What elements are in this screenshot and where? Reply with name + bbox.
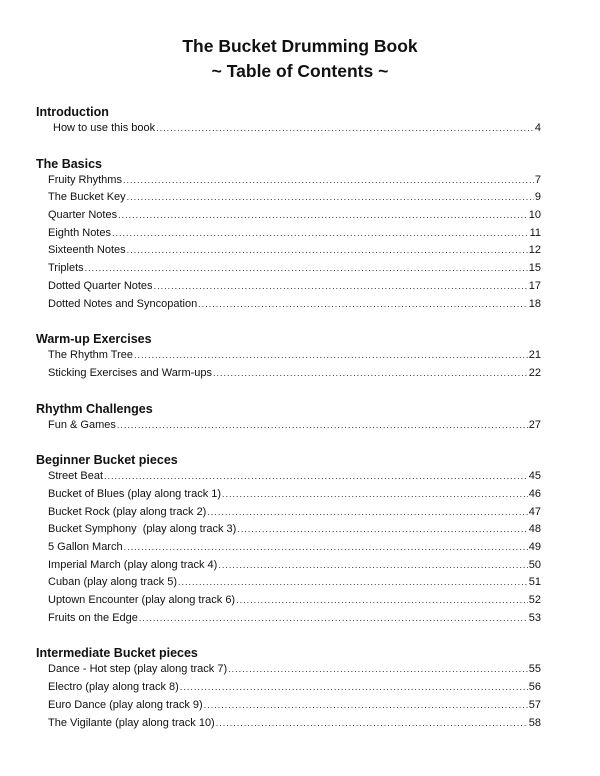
section-heading: Intermediate Bucket pieces <box>36 646 198 661</box>
entry-label: Bucket of Blues (play along track 1) <box>48 487 222 500</box>
toc-entry[interactable] <box>36 470 541 488</box>
entry-page-number: 50 <box>528 558 541 571</box>
toc-entry[interactable] <box>36 280 541 298</box>
toc-entry[interactable] <box>36 367 541 385</box>
entry-label: Bucket Symphony (play along track 3) <box>48 523 237 536</box>
entry-label: Electro (play along track 8) <box>48 681 179 694</box>
dot-leader <box>237 524 527 534</box>
dot-leader <box>112 228 529 238</box>
entry-label: The Bucket Key <box>48 191 126 204</box>
toc-entry[interactable] <box>36 612 541 630</box>
toc-entry[interactable] <box>36 244 541 262</box>
entry-label: Dotted Quarter Notes <box>48 279 153 292</box>
entry-page-number: 22 <box>528 366 541 379</box>
entry-page-number: 27 <box>528 418 541 431</box>
entry-label: Sticking Exercises and Warm-ups <box>48 366 213 379</box>
entry-page-number: 46 <box>528 487 541 500</box>
section-heading: Introduction <box>36 105 109 119</box>
entry-label: Sixteenth Notes <box>48 244 126 257</box>
entry-page-number: 55 <box>528 663 541 676</box>
toc-section <box>36 104 541 140</box>
dot-leader <box>134 350 528 360</box>
toc-entry[interactable] <box>36 699 541 717</box>
entry-label: Cuban (play along track 5) <box>48 576 178 589</box>
toc-entry[interactable] <box>36 717 541 735</box>
toc-entry[interactable] <box>36 349 541 367</box>
entry-label: Imperial March (play along track 4) <box>48 558 218 571</box>
toc-entry[interactable] <box>36 663 541 681</box>
dot-leader <box>118 210 528 220</box>
entry-page-number: 15 <box>528 262 541 275</box>
dot-leader <box>117 420 528 430</box>
toc-entry[interactable] <box>36 523 541 541</box>
toc-entry[interactable] <box>36 419 541 437</box>
page-title <box>0 34 600 84</box>
entry-label: Fruits on the Edge <box>48 611 138 624</box>
entry-page-number: 21 <box>528 349 541 362</box>
toc-entry[interactable] <box>36 576 541 594</box>
entry-label: 5 Gallon March <box>48 541 123 553</box>
toc-entry[interactable] <box>36 488 541 506</box>
entry-label: Bucket Rock (play along track 2) <box>48 505 207 518</box>
entry-page-number: 45 <box>528 470 541 483</box>
entry-page-number: 11 <box>529 226 541 239</box>
toc-entry[interactable] <box>36 559 541 577</box>
entry-page-number: 10 <box>528 209 541 222</box>
dot-leader <box>207 507 527 517</box>
toc-entry[interactable] <box>36 298 541 316</box>
toc-entry[interactable] <box>36 541 541 559</box>
entry-page-number: 48 <box>528 523 541 536</box>
dot-leader <box>213 368 528 378</box>
dot-leader <box>156 123 534 133</box>
dot-leader <box>222 489 528 499</box>
entry-label: Fruity Rhythms <box>48 173 122 186</box>
dot-leader <box>85 263 528 273</box>
entry-label: Dance - Hot step (play along track 7) <box>48 663 228 676</box>
toc-entry[interactable] <box>36 594 541 612</box>
entry-page-number: 51 <box>528 576 541 589</box>
dot-leader <box>180 682 528 692</box>
toc-entry[interactable] <box>36 506 541 524</box>
entry-page-number: 17 <box>528 279 541 292</box>
toc-entry[interactable] <box>36 262 541 280</box>
toc-section <box>36 331 541 384</box>
dot-leader <box>123 175 534 185</box>
section-heading: Rhythm Challenges <box>36 401 153 416</box>
toc-entry[interactable] <box>36 174 541 192</box>
entry-page-number: 49 <box>528 541 541 553</box>
entry-label: Triplets <box>48 262 84 275</box>
entry-label: Quarter Notes <box>48 209 118 222</box>
dot-leader <box>198 299 528 309</box>
dot-leader <box>139 613 528 623</box>
entry-page-number: 9 <box>534 191 541 204</box>
entry-label: Uptown Encounter (play along track 6) <box>48 594 236 607</box>
dot-leader <box>154 281 528 291</box>
entry-page-number: 18 <box>528 297 541 310</box>
dot-leader <box>124 542 528 552</box>
dot-leader <box>228 664 528 674</box>
dot-leader <box>127 245 528 255</box>
entry-page-number: 53 <box>528 611 541 624</box>
dot-leader <box>178 577 528 587</box>
entry-label: How to use this book <box>53 122 156 134</box>
toc-section <box>36 156 541 316</box>
toc-entry[interactable] <box>36 191 541 209</box>
entry-label: The Vigilante (play along track 10) <box>48 716 215 729</box>
dot-leader <box>236 595 528 605</box>
section-heading: Warm-up Exercises <box>36 332 152 347</box>
toc-entry[interactable] <box>36 122 541 140</box>
entry-page-number: 47 <box>528 505 541 518</box>
entry-page-number: 7 <box>534 173 541 186</box>
table-of-contents <box>36 104 541 750</box>
entry-label: The Rhythm Tree <box>48 349 133 362</box>
entry-page-number: 58 <box>528 716 541 729</box>
dot-leader <box>127 192 534 202</box>
entry-page-number: 56 <box>528 681 541 694</box>
entry-page-number: 52 <box>528 594 541 607</box>
toc-entry[interactable] <box>36 681 541 699</box>
book-title: The Bucket Drumming Book <box>182 36 418 56</box>
entry-label: Eighth Notes <box>48 226 111 239</box>
toc-section <box>36 401 541 437</box>
dot-leader <box>218 560 527 570</box>
section-heading: Beginner Bucket pieces <box>36 453 178 468</box>
entry-label: Street Beat <box>48 470 104 483</box>
toc-entry[interactable] <box>36 209 541 227</box>
section-heading: The Basics <box>36 156 103 171</box>
toc-section <box>36 645 541 734</box>
entry-page-number: 4 <box>534 122 541 134</box>
dot-leader <box>204 700 528 710</box>
entry-label: Euro Dance (play along track 9) <box>48 698 203 711</box>
toc-heading: ~ Table of Contents ~ <box>211 61 389 81</box>
dot-leader <box>216 718 528 728</box>
toc-section <box>36 452 541 629</box>
toc-entry[interactable] <box>36 227 541 245</box>
dot-leader <box>104 471 528 481</box>
entry-label: Fun & Games <box>48 418 116 431</box>
entry-page-number: 12 <box>528 244 541 257</box>
entry-page-number: 57 <box>528 698 541 711</box>
entry-label: Dotted Notes and Syncopation <box>48 297 198 310</box>
